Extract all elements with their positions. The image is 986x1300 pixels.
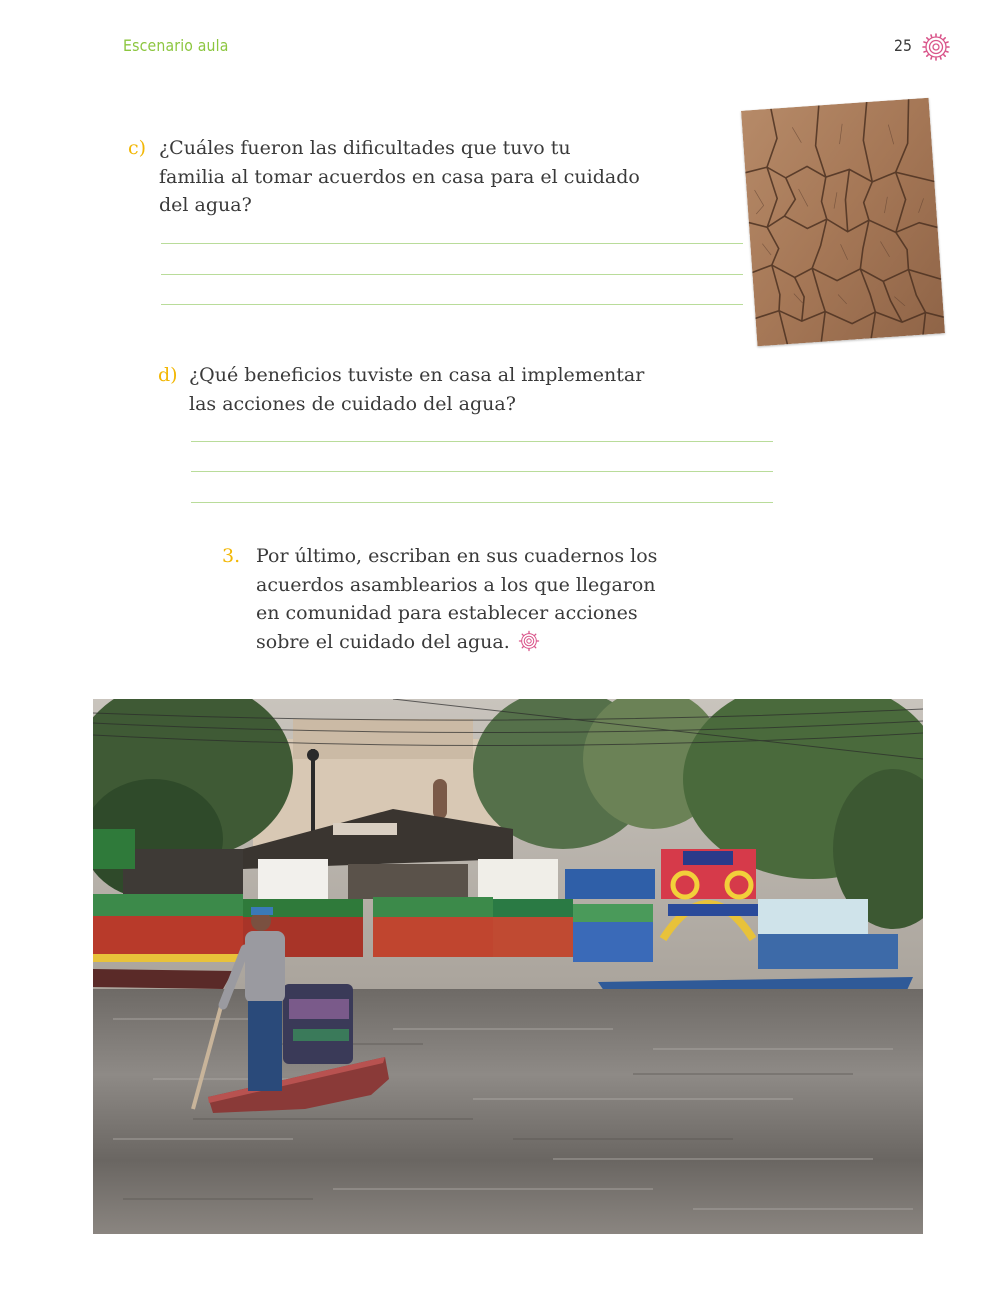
answer-line-c-1[interactable] [161,243,743,244]
activity-line-1: Por último, escriban en sus cuadernos los [256,545,658,567]
section-title: Escenario aula [123,36,229,55]
activity-line-2: acuerdos asamblearios a los que llegaron [256,573,656,596]
answer-line-d-2[interactable] [191,471,773,472]
mandala-icon [518,630,540,652]
answer-line-c-3[interactable] [161,304,743,305]
mandala-icon [921,32,951,62]
cracked-earth-photo [741,98,945,347]
activity-3 [222,542,736,656]
question-c-line-1: ¿Cuáles fueron las dificultades que tuvo tu [159,137,571,159]
question-d-line-1: ¿Qué beneficios tuviste en casa al implementar [189,364,645,386]
question-d [158,361,749,418]
answer-line-d-3[interactable] [191,502,773,503]
canal-trajineras-photo [93,699,923,1234]
page-number: 25 [894,36,912,55]
question-c [128,134,719,220]
question-c-line-3: del agua? [159,194,252,216]
answer-line-c-2[interactable] [161,274,743,275]
question-c-line-2: familia al tomar acuerdos en casa para el cuidado [159,165,640,188]
question-d-line-2: las acciones de cuidado del agua? [189,392,516,415]
activity-line-3: en comunidad para establecer acciones [256,602,638,624]
activity-number: 3. [222,545,241,567]
question-c-letter: c) [128,137,147,159]
activity-line-4-text: sobre el cuidado del agua. [256,630,510,653]
activity-line-4 [256,628,736,657]
answer-line-d-1[interactable] [191,441,773,442]
question-d-letter: d) [158,364,178,386]
